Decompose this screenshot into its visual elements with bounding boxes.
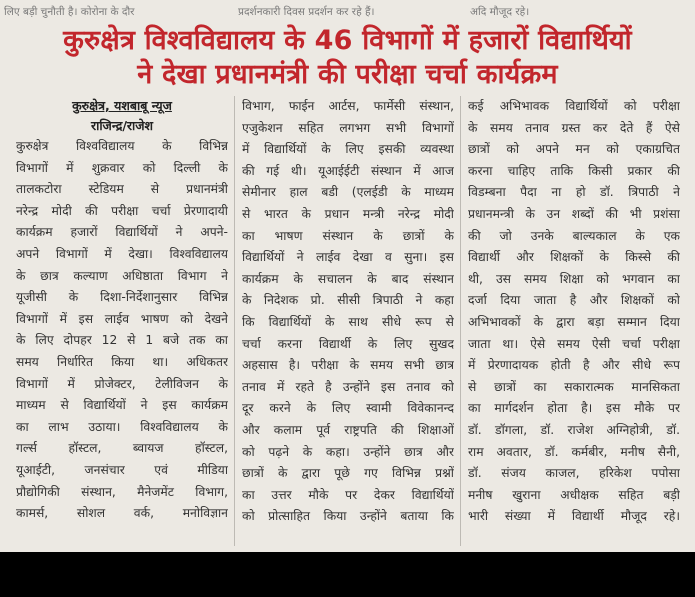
article-text-line: डॉ. डॉगला, डॉ. राजेश अग्निहोत्री, डॉ.: [468, 422, 680, 437]
article-text-line: का मार्गदर्शन होता है। इस मौके पर: [468, 401, 680, 416]
article-text-line: मनीष खुराना अधीक्षक सहित बड़ी: [468, 487, 680, 502]
article-text-line: में विद्यार्थियों के लिए इसकी व्यवस्था: [242, 142, 454, 157]
article-text-line: यूआईटी, जनसंचार एवं मीडिया: [16, 462, 228, 477]
article-text-line: के लिए दोपहर 12 से 1 बजे तक का: [16, 333, 228, 348]
article-text-line: चर्चा करना विद्यार्थी के लिए सुखद: [242, 336, 454, 351]
article-text-line: का भाषण संस्थान के छात्रों के: [242, 228, 454, 243]
article-text-line: से भारत के प्रधान मन्त्री नरेन्द्र मोदी: [242, 206, 454, 221]
article-column-2: [242, 96, 454, 528]
article-text-line: माध्यम से विद्यार्थियों ने इस कार्यक्रम: [16, 398, 228, 413]
article-text-line: विभागों में इस लाईव भाषण को देखने: [16, 311, 228, 326]
article-text-line: गर्ल्स हॉस्टल, ब्वायज हॉस्टल,: [16, 441, 228, 456]
article-text-line: के निदेशक प्रो. सीसी त्रिपाठी ने कहा: [242, 293, 454, 308]
article-text-line: कार्यक्रम के सचालन के बाद संस्थान: [242, 271, 454, 286]
top-strip-left: लिए बड़ी चुनौती है। कोरोना के दौर: [4, 6, 135, 18]
article-text-line: में प्रेरणादायक होती है और सीधे रूप: [468, 358, 680, 373]
article-text-line: विडम्बना पैदा ना हो डॉ. त्रिपाठी ने: [468, 185, 680, 200]
column-divider: [234, 96, 235, 546]
article-text-line: को पढ़ने के कहा। उन्होंने छात्र और: [242, 444, 454, 459]
article-text-line: छात्रों को अपने मन को एकाग्रचित: [468, 142, 680, 157]
article-text-line: कि विद्यार्थियों के साथ सीधे रूप से: [242, 314, 454, 329]
bottom-black-bar: [0, 552, 695, 597]
article-text-line: कार्यक्रम हजारों विद्यार्थियों ने अपने-: [16, 225, 228, 240]
top-strip-right: अदि मौजूद रहे।: [470, 6, 530, 18]
article-headline: [0, 24, 695, 92]
article-text-line: अहसास है। परीक्षा के समय सभी छात्र: [242, 358, 454, 373]
article-text-line: विभाग, फाईन आर्टस, फार्मेसी संस्थान,: [242, 99, 454, 113]
article-text-line: विभागों में प्रोजेक्टर, टेलीविजन के: [16, 376, 228, 391]
article-text-line: का लाभ उठाया। विश्वविद्यालय के: [16, 419, 228, 434]
byline-location: कुरुक्षेत्र, यशबाबू न्यूज: [72, 98, 172, 113]
top-strip-middle: प्रदर्शनकारी दिवस प्रदर्शन कर रहे हैं।: [238, 6, 375, 18]
article-text-line: विद्यार्थियों ने लाईव देखा व सुना। इस: [242, 250, 454, 265]
article-column-3: [468, 96, 680, 528]
article-text-line: यूजीसी के दिशा-निर्देशानुसार विभिन्न: [16, 290, 228, 305]
article-text-line: जाता था। ऐसे समय ऐसी चर्चा परीक्षा: [468, 336, 680, 351]
article-text-line: तनाव में रहते है उन्होंने इस तनाव को: [242, 379, 454, 394]
article-text-line: कई अभिभावक विद्यार्थियों को परीक्षा: [468, 99, 680, 113]
article-text-line: समय निर्धारित किया था। अधिकतर: [16, 354, 228, 369]
article-text-line: विद्यार्थी और शिक्षकों के किस्से की: [468, 250, 680, 265]
article-text-line: कामर्स, सोशल वर्क, मनोविज्ञान: [16, 506, 228, 521]
article-text-line: डॉ. संजय काजल, हरिकेश पपोसा: [468, 466, 680, 481]
article-text-line: छात्रों के द्वारा पूछे गए विभिन्न प्रश्नों: [242, 466, 454, 481]
byline-reporter: राजिन्द्र/राजेश: [90, 118, 154, 133]
article-text-line: भारी संख्या में विद्यार्थी मौजूद रहे।: [468, 509, 680, 524]
article-text-line: की गई थी। यूआईईटी संस्थान में आज: [242, 163, 454, 178]
article-text-line: तालकटोरा स्टेडियम से प्रधानमंत्री: [16, 182, 228, 197]
article-text-line: अभिभावकों के द्वारा बड़ा सम्मान दिया: [468, 314, 680, 329]
column-divider: [460, 96, 461, 546]
article-text-line: अपने विभागों में देखा। विश्वविद्यालय: [16, 246, 228, 261]
article-column-1: [16, 96, 228, 525]
article-text-line: दूर करने के लिए स्वामी विवेकानन्द: [242, 401, 454, 416]
article-text-line: दर्जा दिया जाता है और शिक्षकों को: [468, 293, 680, 308]
article-text-line: विभागों में शुक्रवार को दिल्ली के: [16, 160, 228, 175]
article-text-line: नरेन्द्र मोदी की परीक्षा चर्चा प्रेरणादायी: [16, 203, 228, 218]
article-text-line: प्रौद्योगिकी संस्थान, मैनेजमेंट विभाग,: [16, 484, 228, 499]
article-text-line: करना चाहिए ताकि किसी प्रकार की: [468, 163, 680, 178]
headline-line-1: कुरुक्षेत्र विश्वविद्यालय के 46 विभागों में हजारों विद्यार्थियों: [63, 25, 632, 56]
article-text-line: का उत्तर मौके पर देकर विद्यार्थियों: [242, 487, 454, 502]
article-text-line: के समय तनाव ग्रस्त कर देते हैं ऐसे: [468, 120, 680, 135]
article-text-line: कुरुक्षेत्र विश्वविद्यालय के विभिन्न: [16, 139, 228, 153]
article-text-line: थी, उस समय शिक्षा को भगवान का: [468, 271, 680, 286]
article-text-line: और कलाम पूर्व राष्ट्रपति की शिक्षाओं: [242, 422, 454, 437]
article-text-line: सेमीनार हाल बडी (एलईडी के माध्यम: [242, 185, 454, 200]
headline-line-2: ने देखा प्रधानमंत्री की परीक्षा चर्चा कार्यक्रम: [137, 59, 558, 90]
article-text-line: एजुकेशन सहित लगभग सभी विभागों: [242, 120, 454, 135]
previous-article-strip: [0, 0, 695, 22]
article-text-line: राम अवतार, डॉ. कर्मबीर, मनीष सैनी,: [468, 444, 680, 459]
article-text-line: के छात्र कल्याण अधिष्ठाता विभाग ने: [16, 268, 228, 283]
article-text-line: की जो उनके बाल्यकाल के एक: [468, 228, 680, 243]
article-text-line: प्रधानमन्त्री के उन शब्दों की भी प्रशंसा: [468, 206, 680, 221]
article-text-line: से छात्रों का सकारात्मक मानसिकता: [468, 379, 680, 394]
article-text-line: को प्रोत्साहित किया उन्होंने बताया कि: [242, 509, 454, 524]
